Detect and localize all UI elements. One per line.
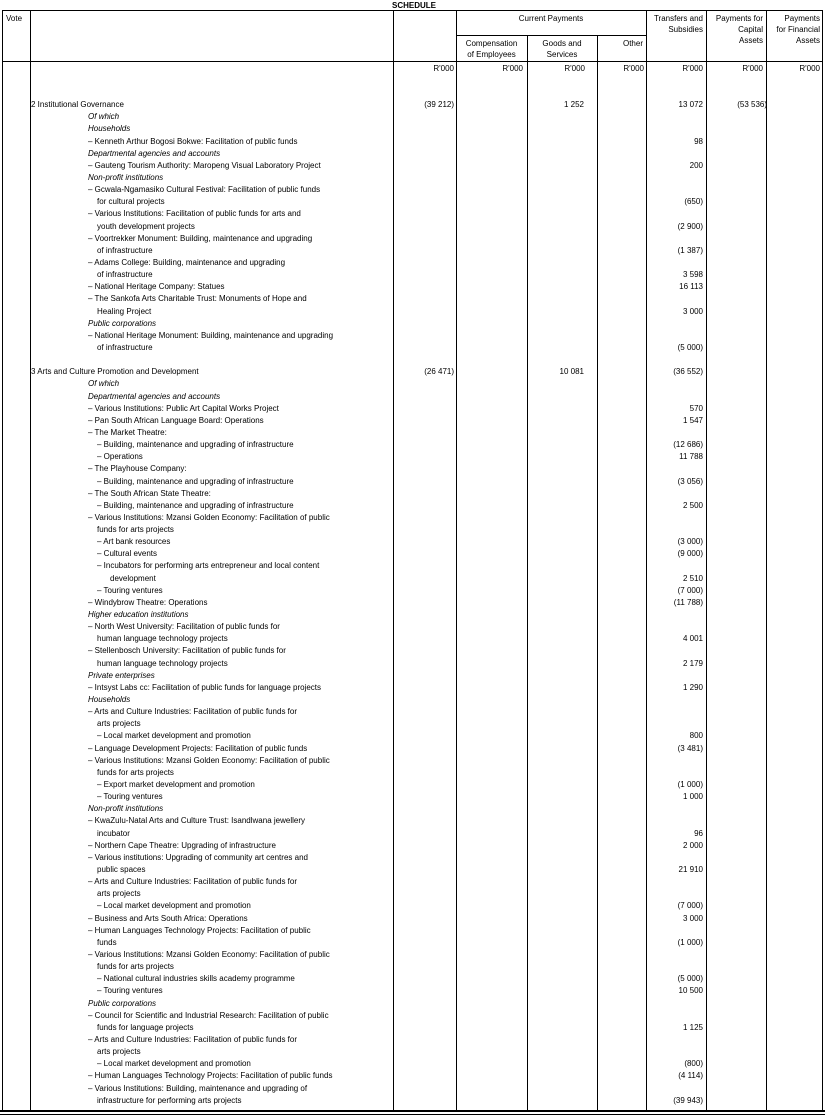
table-row [0, 706, 825, 718]
row-description: – Northern Cape Theatre: Upgrading of infrastructure [88, 840, 276, 850]
category-row [0, 609, 825, 621]
table-row [0, 221, 825, 233]
table-row [0, 281, 825, 293]
table-row [0, 427, 825, 439]
row-description: – Council for Scientific and Industrial Research: Facilitation of public [88, 1010, 329, 1020]
transfers-value: 11 788 [679, 452, 703, 462]
table-row [0, 524, 825, 536]
table-row [0, 160, 825, 172]
table-row [0, 1034, 825, 1046]
transfers-value: 800 [689, 731, 703, 741]
table-row [0, 852, 825, 864]
header-goods: Goods and Services [542, 39, 582, 59]
row-description: Of which [88, 112, 120, 122]
transfers-value: 3 000 [682, 913, 703, 923]
table-row [0, 415, 825, 427]
transfers-value: (1 000) [677, 937, 703, 947]
category-row [0, 148, 825, 160]
table-row [0, 718, 825, 730]
transfers-value: 2 500 [682, 500, 703, 510]
table-row [0, 184, 825, 196]
transfers-value: 4 001 [682, 634, 703, 644]
table-row [0, 597, 825, 609]
row-description: of infrastructure [97, 342, 153, 352]
row-description: funds for arts projects [97, 525, 174, 535]
category-row [0, 694, 825, 706]
table-row [0, 476, 825, 488]
table-row [0, 925, 825, 937]
schedule-rows [0, 87, 825, 1107]
row-description: – Business and Arts South Africa: Operations [88, 913, 248, 923]
row-description: arts projects [97, 1047, 141, 1057]
row-description: arts projects [97, 719, 141, 729]
transfers-value: 96 [694, 828, 703, 838]
row-description: – Local market development and promotion [97, 901, 251, 911]
row-description: youth development projects [97, 221, 195, 231]
table-row [0, 828, 825, 840]
row-description: – Various Institutions: Mzansi Golden Economy: Facilitation of public [88, 949, 330, 959]
row-description: Households [88, 124, 131, 134]
table-row [0, 512, 825, 524]
row-description: – KwaZulu-Natal Arts and Culture Trust: Isandlwana jewellery [88, 816, 305, 826]
transfers-value: (800) [684, 1059, 703, 1069]
unit-other: R'000 [623, 64, 644, 73]
table-row [0, 658, 825, 670]
row-description: Non-profit institutions [88, 804, 164, 814]
header-financial: Payments for Financial Assets [776, 14, 820, 45]
transfers-value: 1 000 [682, 792, 703, 802]
table-row [0, 463, 825, 475]
row-description: – The Market Theatre: [88, 427, 167, 437]
row-description: for cultural projects [97, 197, 165, 207]
table-row [0, 864, 825, 876]
row-description: – Gcwala-Ngamasiko Cultural Festival: Facilitation of public funds [88, 185, 321, 195]
transfers-value: (11 788) [673, 597, 703, 607]
table-row [0, 645, 825, 657]
transfers-value: (650) [684, 197, 703, 207]
row-description: – National cultural industries skills academy programme [97, 974, 295, 984]
table-row [0, 815, 825, 827]
transfers-value: 98 [694, 136, 703, 146]
table-row [0, 755, 825, 767]
row-description: – Various Institutions: Building, maintenance and upgrading of [88, 1083, 308, 1093]
row-description: – National Heritage Company: Statues [88, 282, 225, 292]
row-description: Households [88, 695, 131, 705]
row-description: – Various Institutions: Mzansi Golden Economy: Facilitation of public [88, 512, 330, 522]
table-row [0, 87, 825, 99]
table-row [0, 330, 825, 342]
row-description: – Stellenbosch University: Facilitation of public funds for [88, 646, 286, 656]
unit-transfers: R'000 [682, 64, 703, 73]
transfers-value: 1 290 [682, 682, 703, 692]
table-row [0, 767, 825, 779]
table-row [0, 500, 825, 512]
category-row [0, 172, 825, 184]
table-row [0, 451, 825, 463]
row-description: – The Playhouse Company: [88, 464, 187, 474]
row-description: 2 Institutional Governance [31, 100, 124, 110]
row-description: – Art bank resources [97, 537, 171, 547]
row-description: – Touring ventures [97, 792, 163, 802]
table-row [0, 743, 825, 755]
subheader-line [456, 35, 646, 36]
row-description: – Touring ventures [97, 986, 163, 996]
transfers-value: (5 000) [677, 342, 703, 352]
row-description: funds for language projects [97, 1022, 194, 1032]
page-title: SCHEDULE [391, 1, 436, 10]
table-row [0, 196, 825, 208]
transfers-value: (1 000) [677, 780, 703, 790]
table-row [0, 1083, 825, 1095]
table-row [0, 354, 825, 366]
row-description: – Cultural events [97, 549, 158, 559]
row-description: – Language Development Projects: Facilitation of public funds [88, 743, 308, 753]
row-description: – Building, maintenance and upgrading of infrastructure [97, 476, 294, 486]
table-row [0, 913, 825, 925]
table-row [0, 888, 825, 900]
row-description: of infrastructure [97, 270, 153, 280]
row-description: 3 Arts and Culture Promotion and Development [31, 367, 199, 377]
transfers-value: (2 900) [677, 221, 703, 231]
table-row [0, 633, 825, 645]
row-description: – Various institutions: Upgrading of community art centres and [88, 852, 308, 862]
unit-current: R'000 [433, 64, 454, 73]
table-bottom-border-2 [0, 1114, 825, 1115]
table-row [0, 1022, 825, 1034]
row-description: Departmental agencies and accounts [88, 391, 221, 401]
transfers-value: (9 000) [677, 549, 703, 559]
transfers-value: 10 500 [678, 986, 703, 996]
transfers-value: 2 510 [682, 573, 703, 583]
row-description: Public corporations [88, 998, 157, 1008]
table-bottom-border [0, 1110, 825, 1112]
header-capital: Payments for Capital Assets [715, 14, 763, 45]
category-row [0, 123, 825, 135]
table-row [0, 1070, 825, 1082]
transfers-value: 16 113 [679, 282, 703, 292]
row-description: human language technology projects [97, 658, 228, 668]
table-row [0, 585, 825, 597]
row-description: Non-profit institutions [88, 172, 164, 182]
table-row [0, 973, 825, 985]
table-row [0, 245, 825, 257]
current-payments-value: (26 471) [424, 367, 454, 377]
table-row [0, 1095, 825, 1107]
transfers-value: (36 552) [673, 367, 703, 377]
table-row [0, 682, 825, 694]
row-description: Healing Project [97, 306, 152, 316]
row-description: – Arts and Culture Industries: Facilitation of public funds for [88, 1034, 297, 1044]
row-description: arts projects [97, 889, 141, 899]
row-description: – National Heritage Monument: Building, maintenance and upgrading [88, 330, 334, 340]
row-description: – North West University: Facilitation of public funds for [88, 622, 280, 632]
transfers-value: (4 114) [678, 1071, 703, 1081]
row-description: – The Sankofa Arts Charitable Trust: Monuments of Hope and [88, 294, 307, 304]
goods-services-value: 1 252 [563, 100, 584, 110]
transfers-value: 200 [689, 160, 703, 170]
section-row [0, 99, 825, 111]
table-row [0, 900, 825, 912]
table-row [0, 937, 825, 949]
row-description: incubator [97, 828, 130, 838]
row-description: funds for arts projects [97, 767, 174, 777]
transfers-value: 3 000 [682, 306, 703, 316]
category-row [0, 378, 825, 390]
row-description: – Building, maintenance and upgrading of infrastructure [97, 440, 294, 450]
transfers-value: 1 547 [682, 415, 703, 425]
header-other: Other [622, 39, 643, 48]
section-row [0, 366, 825, 378]
transfers-value: (3 056) [677, 476, 703, 486]
row-description: – Arts and Culture Industries: Facilitation of public funds for [88, 877, 297, 887]
transfers-value: 13 072 [678, 100, 703, 110]
table-row [0, 548, 825, 560]
row-description: – Arts and Culture Industries: Facilitation of public funds for [88, 707, 297, 717]
transfers-value: 3 598 [682, 270, 703, 280]
row-description: Higher education institutions [88, 610, 189, 620]
row-description: development [110, 573, 156, 583]
row-description: – Various Institutions: Mzansi Golden Economy: Facilitation of public [88, 755, 330, 765]
category-row [0, 998, 825, 1010]
transfers-value: (3 481) [677, 743, 703, 753]
row-description: – Export market development and promotion [97, 780, 255, 790]
transfers-value: 1 125 [682, 1022, 703, 1032]
transfers-value: (12 686) [673, 440, 703, 450]
table-row [0, 560, 825, 572]
transfers-value: (5 000) [677, 974, 703, 984]
row-description: – Gauteng Tourism Authority: Maropeng Visual Laboratory Project [88, 160, 321, 170]
row-description: – Various Institutions: Public Art Capital Works Project [88, 403, 279, 413]
table-row [0, 621, 825, 633]
category-row [0, 670, 825, 682]
unit-compensation: R'000 [502, 64, 523, 73]
header-transfers: Transfers and Subsidies [653, 14, 703, 34]
table-row [0, 985, 825, 997]
category-row [0, 318, 825, 330]
table-row [0, 1046, 825, 1058]
table-row [0, 961, 825, 973]
transfers-value: (1 387) [677, 245, 703, 255]
category-row [0, 803, 825, 815]
transfers-value: 2 179 [682, 658, 703, 668]
row-description: – Intsyst Labs cc: Facilitation of public funds for language projects [88, 682, 322, 692]
table-row [0, 136, 825, 148]
header-bottom-border [2, 61, 823, 62]
capital-assets-value: (53 536) [737, 100, 767, 110]
row-description: infrastructure for performing arts projects [97, 1095, 242, 1105]
row-description: – Incubators for performing arts entrepreneur and local content [97, 561, 320, 571]
transfers-value: 570 [689, 403, 703, 413]
table-row [0, 488, 825, 500]
transfers-value: (7 000) [677, 585, 703, 595]
table-row [0, 342, 825, 354]
row-description: – Local market development and promotion [97, 731, 251, 741]
row-description: of infrastructure [97, 245, 153, 255]
table-row [0, 269, 825, 281]
row-description: Private enterprises [88, 670, 155, 680]
row-description: – Voortrekker Monument: Building, maintenance and upgrading [88, 233, 313, 243]
row-description: – Local market development and promotion [97, 1059, 251, 1069]
row-description: – Touring ventures [97, 585, 163, 595]
table-row [0, 1010, 825, 1022]
table-row [0, 840, 825, 852]
table-row [0, 536, 825, 548]
table-row [0, 257, 825, 269]
table-row [0, 439, 825, 451]
transfers-value: (7 000) [677, 901, 703, 911]
row-description: Departmental agencies and accounts [88, 148, 221, 158]
row-description: Of which [88, 379, 120, 389]
unit-financial: R'000 [799, 64, 820, 73]
table-row [0, 876, 825, 888]
table-top-border [2, 10, 823, 11]
table-row [0, 573, 825, 585]
row-description: – Various Institutions: Facilitation of public funds for arts and [88, 209, 301, 219]
row-description: funds for arts projects [97, 962, 174, 972]
category-row [0, 111, 825, 123]
table-row [0, 208, 825, 220]
row-description: – The South African State Theatre: [88, 488, 211, 498]
transfers-value: (39 943) [673, 1095, 703, 1105]
row-description: funds [97, 937, 117, 947]
row-description: human language technology projects [97, 634, 228, 644]
row-description: – Operations [97, 452, 143, 462]
header-current-payments: Current Payments [518, 14, 584, 23]
table-row [0, 791, 825, 803]
current-payments-value: (39 212) [424, 100, 454, 110]
row-description: – Adams College: Building, maintenance and upgrading [88, 257, 286, 267]
header-compensation: Compensation of Employees [465, 39, 518, 59]
table-row [0, 233, 825, 245]
table-row [0, 293, 825, 305]
unit-capital: R'000 [742, 64, 763, 73]
category-row [0, 391, 825, 403]
row-description: – Human Languages Technology Projects: Facilitation of public [88, 925, 311, 935]
table-row [0, 306, 825, 318]
row-description: – Human Languages Technology Projects: Facilitation of public funds [88, 1071, 333, 1081]
transfers-value: (3 000) [677, 537, 703, 547]
row-description: – Kenneth Arthur Bogosi Bokwe: Facilitation of public funds [88, 136, 298, 146]
row-description: Public corporations [88, 318, 157, 328]
row-description: – Building, maintenance and upgrading of infrastructure [97, 500, 294, 510]
table-row [0, 949, 825, 961]
row-description: public spaces [97, 865, 146, 874]
table-row [0, 1058, 825, 1070]
table-row [0, 403, 825, 415]
transfers-value: 2 000 [682, 840, 703, 850]
unit-goods: R'000 [564, 64, 585, 73]
table-row [0, 779, 825, 791]
header-vote: Vote [6, 14, 23, 23]
row-description: – Windybrow Theatre: Operations [88, 597, 208, 607]
row-description: – Pan South African Language Board: Operations [88, 415, 264, 425]
table-row [0, 730, 825, 742]
transfers-value: 21 910 [678, 865, 703, 874]
goods-services-value: 10 081 [559, 367, 584, 377]
